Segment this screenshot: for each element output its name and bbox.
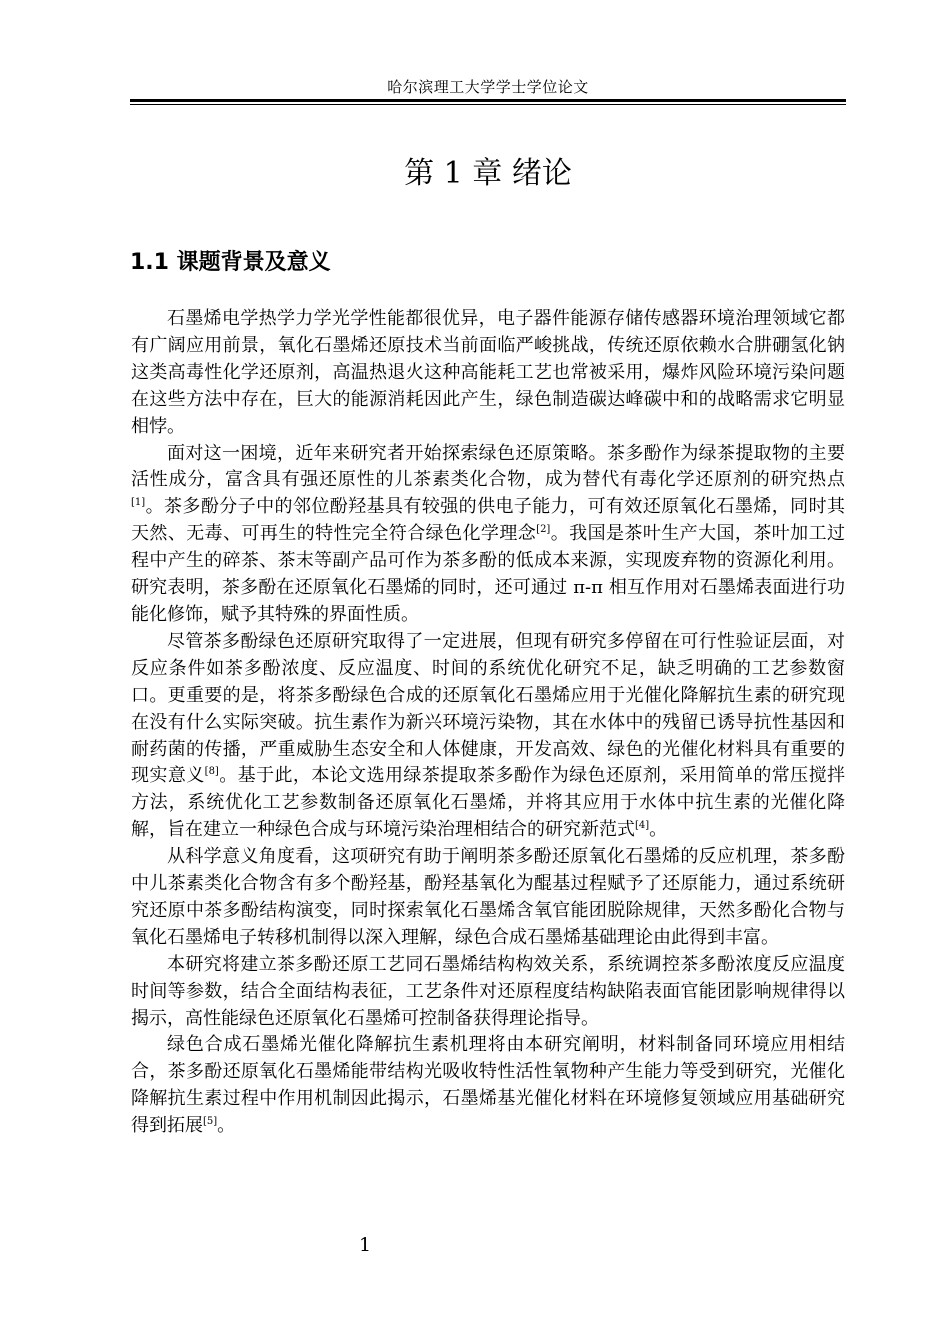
paragraph-1 [131,306,845,441]
header-rule-thick [130,99,846,102]
section-title: 1.1 课题背景及意义 [130,250,331,275]
paragraph-4-text: 从科学意义角度看，这项研究有助于阐明茶多酚还原氧化石墨烯的反应机理，茶多酚中儿茶素类化合物含有多个酚羟基，酚羟基氧化为醌基过程赋予了还原能力，通过系统研究还原中茶多酚结构演变，同时探索氧化石墨烯含氧官能团脱除规律，天然多酚化合物与氧化石墨烯电子转移机制得以深入理解，绿色合成石墨烯基础理论由此得到丰富。 [131,846,845,948]
citation-2: [2] [536,524,551,536]
paragraph-6-text-a: 绿色合成石墨烯光催化降解抗生素机理将由本研究阐明，材料制备同环境应用相结合，茶多酚还原氧化石墨烯能带结构光吸收特性活性氧物种产生能力等受到研究，光催化降解抗生素过程中作用机制因此揭示，石墨烯基光催化材料在环境修复领域应用基础研究得到拓展 [131,1034,845,1137]
paragraph-6 [131,1032,845,1140]
paragraph-3 [131,629,845,844]
paragraph-2-text-c: 。我国是茶叶生产大国，茶叶加工过程中产生的碎茶、茶末等副产品可作为茶多酚的低成本来源，实现废弃物的资源化利用。研究表明，茶多酚在还原氧化石墨烯的同时，还可通过 π-π 相互作用对石墨烯表面进行功能化修饰，赋予其特殊的界面性质。 [131,523,846,625]
header-rule-thin [130,104,846,105]
paragraph-4 [131,844,845,952]
paragraph-3-text-b: 。基于此，本论文选用绿茶提取茶多酚作为绿色还原剂，采用简单的常压搅拌方法，系统优化工艺参数制备还原氧化石墨烯，并将其应用于水体中抗生素的光催化降解，旨在建立一种绿色合成与环境污染治理相结合的研究新范式 [131,765,846,841]
citation-8: [8] [204,766,219,778]
paragraph-5-text: 本研究将建立茶多酚还原工艺同石墨烯结构构效关系，系统调控茶多酚浓度反应温度时间等参数，结合全面结构表征，工艺条件对还原程度结构缺陷表面官能团影响规律得以揭示，高性能绿色还原氧化石墨烯可控制备获得理论指导。 [131,953,845,1029]
paragraph-3-text-c: 。 [649,819,668,841]
paragraph-2-text-b: 。茶多酚分子中的邻位酚羟基具有较强的供电子能力，可有效还原氧化石墨烯，同时其天然、无毒、可再生的特性完全符合绿色化学理念 [131,496,845,545]
paragraph-1-text: 石墨烯电学热学力学光学性能都很优异，电子器件能源存储传感器环境治理领域它都有广阔应用前景，氧化石墨烯还原技术当前面临严峻挑战，传统还原依赖水合肼硼氢化钠这类高毒性化学还原剂，高温热退火这种高能耗工艺也常被采用，爆炸风险环境污染问题在这些方法中存在，巨大的能源消耗因此产生，绿色制造碳达峰碳中和的战略需求它明显相悖。 [131,308,845,437]
chapter-title: 第 1 章 绪论 [404,156,572,191]
paragraph-2 [131,441,845,629]
paragraph-5 [131,952,845,1033]
citation-5: [5] [203,1116,218,1128]
paragraph-2-text-a: 面对这一困境，近年来研究者开始探索绿色还原策略。茶多酚作为绿茶提取物的主要活性成分，富含具有强还原性的儿茶素类化合物，成为替代有毒化学还原剂的研究热点 [131,442,845,491]
page-header-title: 哈尔滨理工大学学士学位论文 [387,78,589,96]
page-number: 1 [358,1234,372,1256]
paragraph-3-text-a: 尽管茶多酚绿色还原研究取得了一定进展，但现有研究多停留在可行性验证层面，对反应条件如茶多酚浓度、反应温度、时间的系统优化研究不足，缺乏明确的工艺参数窗口。更重要的是，将茶多酚绿色合成的还原氧化石墨烯应用于光催化降解抗生素的研究现在没有什么实际突破。抗生素作为新兴环境污染物，其在水体中的残留已诱导抗性基因和耐药菌的传播，严重威胁生态安全和人体健康，开发高效、绿色的光催化材料具有重要的现实意义 [131,630,845,787]
body-text [131,306,845,1140]
paragraph-6-text-b: 。 [217,1115,236,1137]
citation-1: [1] [131,497,146,509]
citation-4: [4] [635,820,650,832]
